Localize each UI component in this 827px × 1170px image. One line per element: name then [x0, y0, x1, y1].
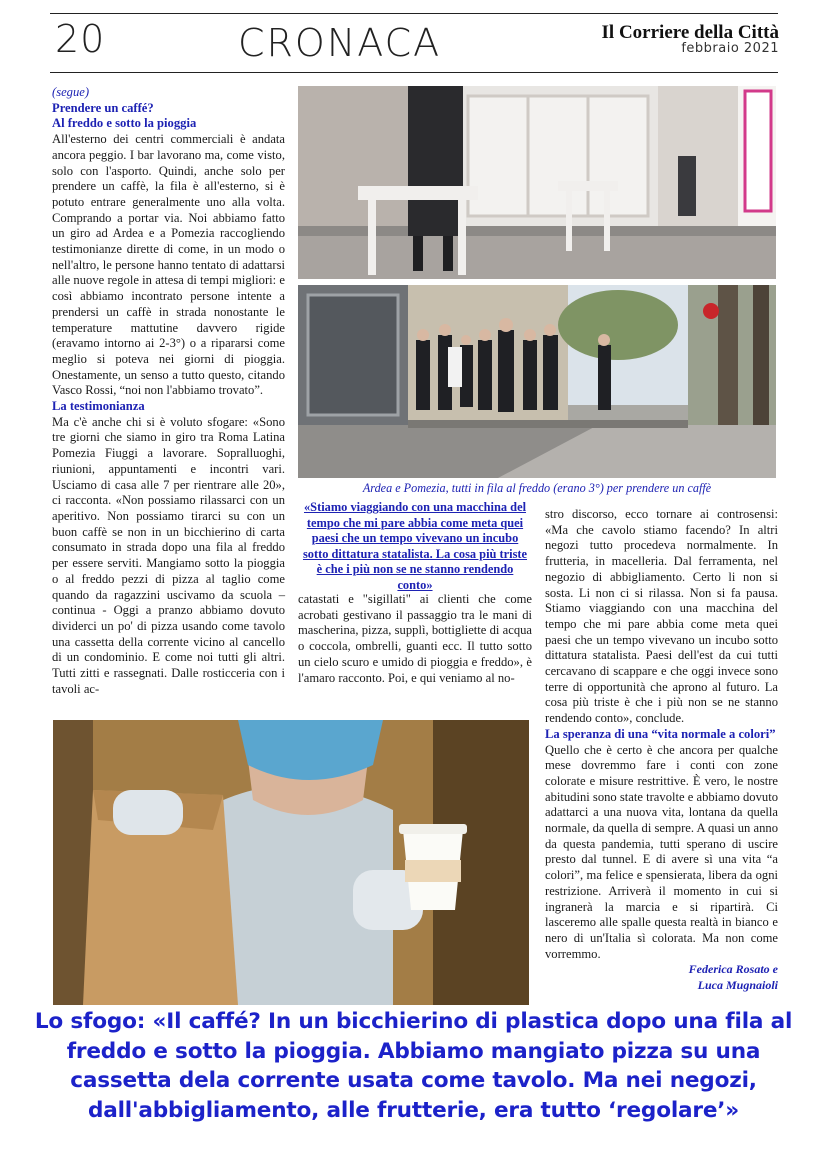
article-column-3	[545, 507, 778, 962]
byline	[689, 962, 778, 993]
header-top-rule	[50, 13, 778, 14]
photo-bar-stools	[298, 86, 776, 279]
paragraph: Ma c'è anche chi si è voluto sfogare: «Sono tre giorni che siamo in giro tra Roma Latina Pomezia Fiuggi a lavorare. Sopralluoghi, riunioni, appuntamenti e incontri vari. Usciamo di casa alle 7 per rientrare alle 20», ci racconta. «Non possiamo rilassarci con un aperitivo. Non possiamo tirarci su con un buon caffè se non in un bicchierino di carta consumato in strada dopo una fila al freddo per essere serviti. Mangiamo sotto la pioggia o al freddo pezzi di pizza al taglio come quando da ragazzini uscivamo da scuola – continua - Oggi a pranzo abbiamo dovuto dividerci un po' di pizza usando come tavolo una cassetta della corrente vicino al cancello di un condominio. E come noi tutti gli altri. Tutti zitti e rassegnati. Dalle rosticceria con i tavoli ac-	[52, 414, 285, 696]
page-number: 20	[55, 17, 106, 61]
paragraph: catastati e "sigillati" ai clienti che come acrobati gestivano il passaggio tra le mani di mascherina, pizza, supplì, bottigliette di acqua o coccola, ombrelli, guanti ecc. Il tutto sotto un cielo scuro e umido di pioggia e freddo», è l'amaro racconto. Poi, e qui veniamo al no-	[298, 592, 532, 685]
subheading-freddo: Al freddo e sotto la pioggia	[52, 116, 197, 131]
subheading-testimonianza: La testimonianza	[52, 399, 145, 414]
article-column-1	[52, 85, 285, 697]
paragraph: stro discorso, ecco tornare ai controsensi: «Ma che cavolo stiamo facendo? In altri negozi tutto procedeva normalmente. In frutteria, in macelleria. Dal ferramenta, nel negozio di abbigliamento. Certo li non si sosta. Li non ci si rilassa. Non si fa pausa. Stiamo viaggiando con una macchina del tempo che mi pare abbia come meta quei paesi che un tempo vivevano un incubo sotto dittatura statalista. Paesi dell'est da cui tutti cercavano di scappare e che oggi invece sono terre di opportunità che aprono al futuro. La cosa più triste è che i più non se ne stanno rendendo conto», conclude.	[545, 507, 778, 726]
author-1: Federica Rosato e	[688, 962, 778, 976]
paragraph: Quello che è certo è che ancora per qualche mese dovremmo fare i conti con zone colorate e misure restrittive. È vero, le nostre abitudini sono state travolte e abbiamo dovuto adattarci a una nuova vita, lontana da quella normale, da quella di sempre. A quasi un anno da questa pandemia, tutti sperano di uscire presto dal tunnel. E di avere sì una vita “a colori”, ma felice e spensierata, libera da ogni restrizione. Arriverà il momento in cui si ingranerà la marcia e si ripartirà. Ci lasceremo alle spalle questa realtà in bianco e nero di un'Italia sì colorata. Ma non come vorremmo.	[545, 742, 778, 961]
photo-takeaway-coffee	[53, 720, 529, 1005]
segue-label: (segue)	[52, 85, 90, 99]
pull-quote: «Stiamo viaggiando con una macchina del tempo che mi pare abbia come meta quei paesi che un tempo vivevano un incubo sotto dittatura statalista. La cosa più triste è che i più non se ne stanno rendendo conto»	[302, 500, 528, 592]
photo-queue-street	[298, 285, 776, 478]
section-title: CRONACA	[238, 21, 442, 65]
subheading-speranza: La speranza di una “vita normale a colori”	[545, 726, 776, 741]
subheading-caffe: Prendere un caffé?	[52, 100, 154, 115]
paragraph: All'esterno dei centri commerciali è andata ancora peggio. I bar lavorano ma, come visto, solo con l'asporto. Quindi, anche solo per prendere un caffè, la fila è all'esterno, si è potuto entrare generalmente uno alla volta. Comprando a portar via. Noi abbiamo fatto un giro ad Ardea e a Pomezia raccogliendo testimonianze dirette di come, in un modo o nell'altro, le persone hanno tentato di adattarsi alle nuove regole in attesa di tempi migliori: e così abbiamo incontrato persone intente a prendersi un caffè in strada nonostante le temperature mattutine davvero rigide (eravamo intorno ai 2-3°) o a ripararsi come meglio si poteva nei giorni di pioggia. Onestamente, un senso a tutto questo, citando Vasco Rossi, “noi non l'abbiamo trovato”.	[52, 132, 285, 398]
photo-caption: Ardea e Pomezia, tutti in fila al freddo (erano 3°) per prendere un caffè	[362, 481, 712, 495]
headline: Lo sfogo: «Il caffé? In un bicchierino di plastica dopo una fila al freddo e sotto la pioggia. Abbiamo mangiato pizza su una cassetta dela corrente usata come tavolo. Ma nei negozi, dall'abbigliamento, alle frutterie, era tutto ‘regolare’»	[34, 1009, 793, 1123]
masthead: Il Corriere della Città	[601, 22, 779, 43]
header-bottom-rule	[50, 72, 778, 73]
author-2: Luca Mugnaioli	[697, 977, 778, 992]
issue-date: febbraio 2021	[681, 41, 779, 56]
article-column-2	[298, 592, 532, 686]
